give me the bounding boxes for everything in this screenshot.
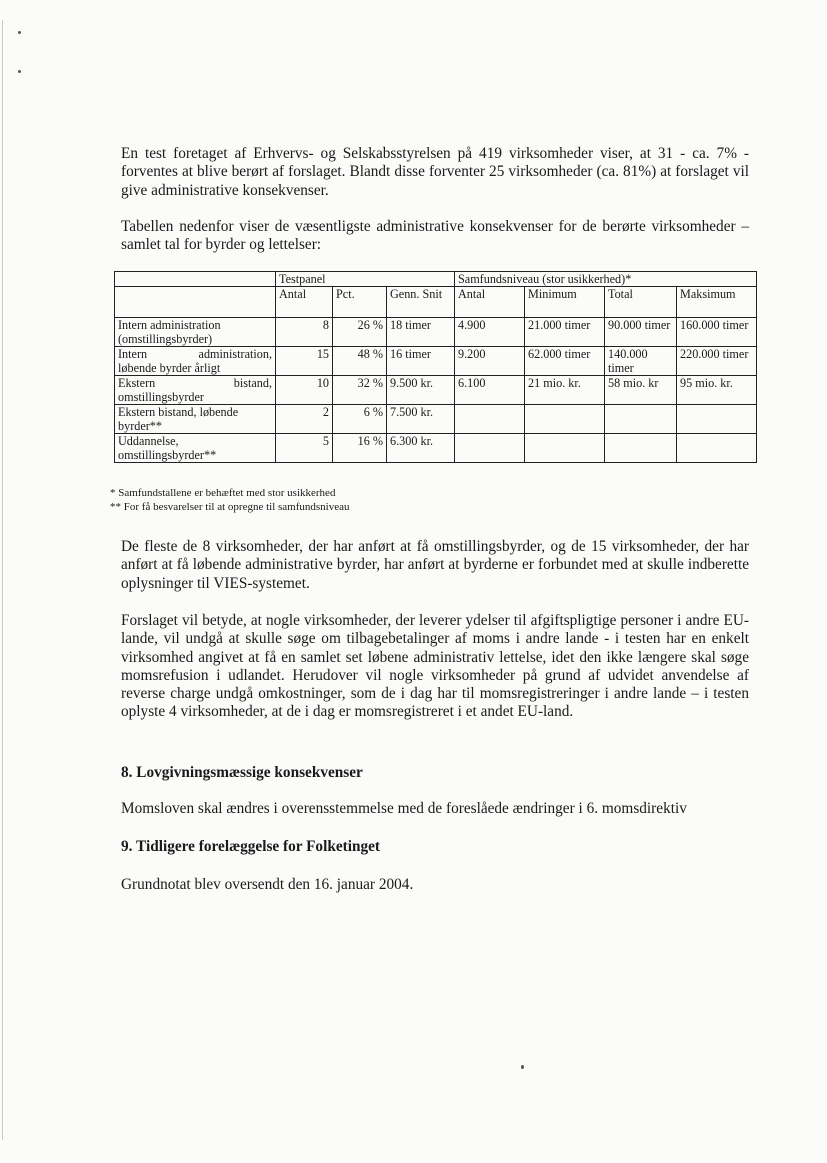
cell-total: 90.000 timer <box>605 318 677 347</box>
cell-total: 140.000 timer <box>605 347 677 376</box>
col-header-antal2: Antal <box>455 287 525 318</box>
row-label: Uddannelse, omstillingsbyrder** <box>115 434 276 463</box>
table-row <box>115 318 757 347</box>
cell-s-antal: 9.200 <box>455 347 525 376</box>
table-row <box>115 347 757 376</box>
cell-antal: 8 <box>276 318 333 347</box>
cell-pct: 32 % <box>333 376 387 405</box>
section-9-text: Grundnotat blev oversendt den 16. januar 2004. <box>121 876 414 893</box>
col-header-pct: Pct. <box>333 287 387 318</box>
scan-edge-line <box>2 20 3 1140</box>
section-9-heading: 9. Tidligere forelæggelse for Folketinget <box>121 838 381 855</box>
scan-speck <box>18 31 21 34</box>
table-intro-paragraph: Tabellen nedenfor viser de væsentligste administrative konsekvenser for de berørte virksomheder – samlet tal for byrder og lettelser: <box>121 218 749 254</box>
empty-header-cell <box>115 287 276 318</box>
cell-genn: 18 timer <box>387 318 455 347</box>
row-label-part: løbende byrder årligt <box>118 361 221 375</box>
testpanel-group-header: Testpanel <box>276 272 455 287</box>
cell-genn: 7.500 kr. <box>387 405 455 434</box>
cell-maksimum <box>677 405 757 434</box>
section-8-text: Momsloven skal ændres i overensstemmelse med de foreslåede ændringer i 6. momsdirektiv <box>121 800 687 817</box>
cell-pct: 16 % <box>333 434 387 463</box>
cell-genn: 16 timer <box>387 347 455 376</box>
cell-genn: 6.300 kr. <box>387 434 455 463</box>
row-label-part: Ekstern <box>118 376 156 390</box>
cell-maksimum <box>677 434 757 463</box>
empty-header-cell <box>115 272 276 287</box>
row-label-part: administration, <box>198 347 272 361</box>
section-8-heading: 8. Lovgivningsmæssige konsekvenser <box>121 764 363 781</box>
table-row <box>115 376 757 405</box>
col-header-minimum: Minimum <box>525 287 605 318</box>
cell-s-antal <box>455 405 525 434</box>
row-label-part: omstillingsbyrder <box>118 390 204 404</box>
after-table-paragraph: De fleste de 8 virksomheder, der har anført at få omstillingsbyrder, og de 15 virksomheder, der har anført at få løbende administrative byrder, har anført at byrderne er forbundet med at skulle indberette oplysninger til VIES-systemet. <box>121 538 749 592</box>
cell-maksimum: 95 mio. kr. <box>677 376 757 405</box>
cell-minimum: 21 mio. kr. <box>525 376 605 405</box>
cell-minimum: 21.000 timer <box>525 318 605 347</box>
table-row <box>115 434 757 463</box>
cell-minimum <box>525 405 605 434</box>
samfund-group-header: Samfundsniveau (stor usikkerhed)* <box>455 272 757 287</box>
row-label: Intern administration (omstillingsbyrder) <box>115 318 276 347</box>
cell-genn: 9.500 kr. <box>387 376 455 405</box>
consequences-table <box>114 271 757 463</box>
row-label: Ekstern bistand, løbende byrder** <box>115 405 276 434</box>
row-label-part: Intern <box>118 347 148 361</box>
col-header-total: Total <box>605 287 677 318</box>
col-header-genn: Genn. Snit <box>387 287 455 318</box>
col-header-antal: Antal <box>276 287 333 318</box>
cell-pct: 26 % <box>333 318 387 347</box>
col-header-maksimum: Maksimum <box>677 287 757 318</box>
cell-s-antal: 4.900 <box>455 318 525 347</box>
scan-speck <box>521 1065 524 1069</box>
table-row <box>115 405 757 434</box>
cell-total <box>605 434 677 463</box>
cell-antal: 5 <box>276 434 333 463</box>
table-group-header-row <box>115 272 757 287</box>
row-label-part: bistand, <box>233 376 272 390</box>
row-label <box>115 376 276 405</box>
footnote-samfund: * Samfundstallene er behæftet med stor usikkerhed <box>110 487 336 499</box>
cell-total: 58 mio. kr <box>605 376 677 405</box>
cell-maksimum: 160.000 timer <box>677 318 757 347</box>
scan-speck <box>18 70 21 73</box>
row-label <box>115 347 276 376</box>
intro-paragraph: En test foretaget af Erhvervs- og Selskabsstyrelsen på 419 virksomheder viser, at 31 - ca. 7% - forventes at blive berørt af forslaget. Blandt disse forventer 25 virksomheder (ca. 81%) at forslaget vil give administrative konsekvenser. <box>121 145 749 199</box>
cell-minimum <box>525 434 605 463</box>
proposal-paragraph: Forslaget vil betyde, at nogle virksomheder, der leverer ydelser til afgiftspligtige personer i andre EU-lande, vil undgå at skulle søge om tilbagebetalinger af moms i andre lande - i testen har en enkelt virksomhed angivet at få en samlet set løbene administrativ lettelse, idet den ikke længere skal søge momsrefusion i udlandet. Herudover vil nogle virksomheder på grund af udvidet anvendelse af reverse charge undgå omkostninger, som de i dag har til momsregistreringer i andre lande – i testen oplyste 4 virksomheder, at de i dag er momsregistreret i et andet EU-land. <box>121 612 749 721</box>
cell-antal: 2 <box>276 405 333 434</box>
cell-pct: 48 % <box>333 347 387 376</box>
table-column-header-row <box>115 287 757 318</box>
cell-s-antal <box>455 434 525 463</box>
cell-minimum: 62.000 timer <box>525 347 605 376</box>
cell-maksimum: 220.000 timer <box>677 347 757 376</box>
cell-antal: 15 <box>276 347 333 376</box>
cell-total <box>605 405 677 434</box>
cell-antal: 10 <box>276 376 333 405</box>
footnote-besvarelser: ** For få besvarelser til at opregne til samfundsniveau <box>110 501 350 513</box>
cell-s-antal: 6.100 <box>455 376 525 405</box>
cell-pct: 6 % <box>333 405 387 434</box>
